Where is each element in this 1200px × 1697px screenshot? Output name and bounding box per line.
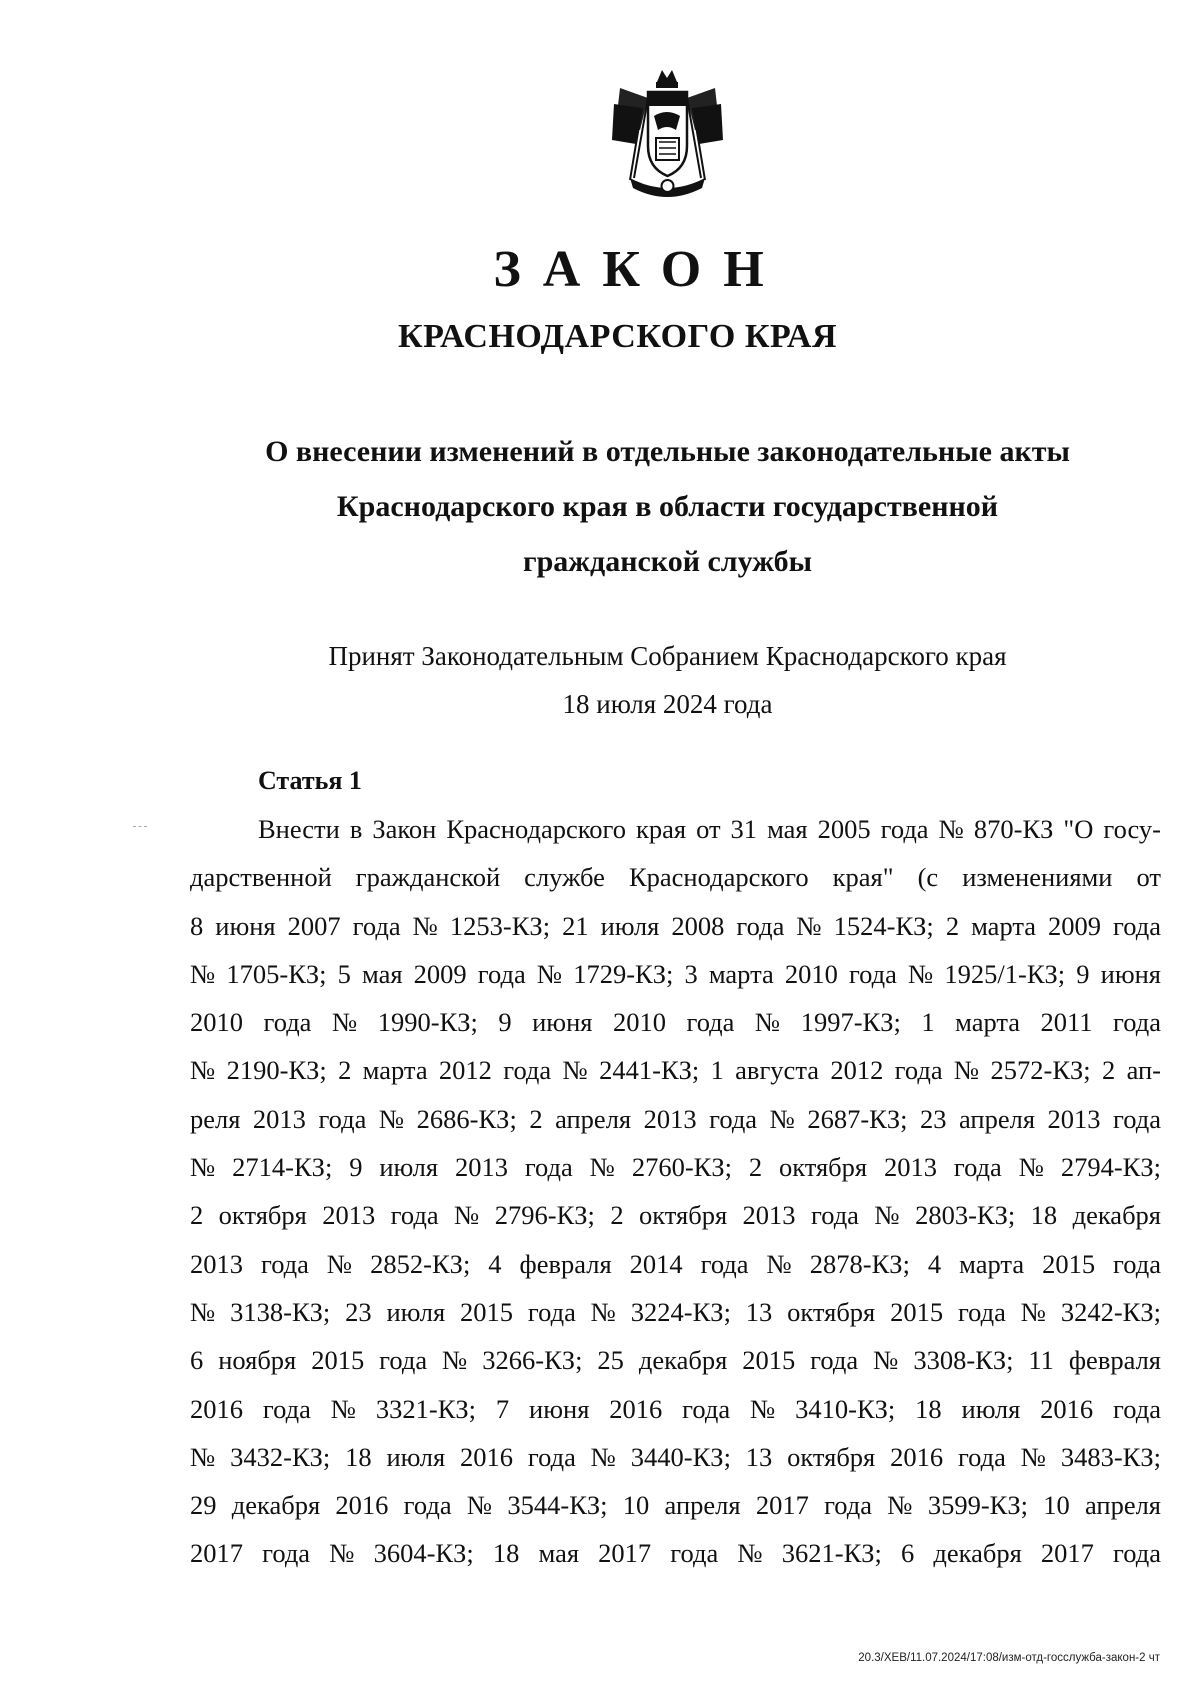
adoption-date: 18 июля 2024 года bbox=[562, 689, 773, 719]
article-body bbox=[190, 805, 1161, 1578]
article-line: 2010 года № 1990-КЗ; 9 июня 2010 года № 1997-КЗ; 1 марта 2011 года bbox=[190, 1007, 1161, 1038]
article-line: № 1705-КЗ; 5 мая 2009 года № 1729-КЗ; 3 марта 2010 года № 1925/1-КЗ; 9 июня bbox=[190, 958, 1161, 989]
region-heading: КРАСНОДАРСКОГО КРАЯ bbox=[397, 318, 838, 355]
article-line: № 3138-КЗ; 23 июля 2015 года № 3224-КЗ; 13 октября 2015 года № 3242-КЗ; bbox=[190, 1296, 1161, 1327]
article-line: 29 декабря 2016 года № 3544-КЗ; 10 апреля 2017 года № 3599-КЗ; 10 апреля bbox=[190, 1490, 1161, 1521]
margin-mark bbox=[133, 826, 147, 827]
article-line: 2 октября 2013 года № 2796-КЗ; 2 октября 2013 года № 2803-КЗ; 18 декабря bbox=[190, 1200, 1161, 1231]
article-line: № 2714-КЗ; 9 июля 2013 года № 2760-КЗ; 2 октября 2013 года № 2794-КЗ; bbox=[190, 1152, 1161, 1183]
adoption-note bbox=[200, 632, 1135, 728]
article-line: Внести в Закон Краснодарского края от 31 мая 2005 года № 870-КЗ "О госу- bbox=[258, 814, 1161, 844]
article-line: 2013 года № 2852-КЗ; 4 февраля 2014 года № 2878-КЗ; 4 марта 2015 года bbox=[190, 1248, 1161, 1279]
article-line: 6 ноября 2015 года № 3266-КЗ; 25 декабря 2015 года № 3308-КЗ; 11 февраля bbox=[190, 1345, 1161, 1376]
coat-of-arms-icon bbox=[610, 68, 725, 203]
law-title bbox=[200, 424, 1135, 589]
law-title-line: Краснодарского края в области государственной bbox=[336, 490, 999, 523]
article-heading: Статья 1 bbox=[258, 766, 362, 795]
article-line: дарственной гражданской службе Краснодарского края" (с изменениями от bbox=[190, 862, 1161, 893]
adoption-line: Принят Законодательным Собранием Краснодарского края bbox=[328, 641, 1007, 671]
article-line: 2016 года № 3321-КЗ; 7 июня 2016 года № 3410-КЗ; 18 июля 2016 года bbox=[190, 1393, 1161, 1424]
article-line: № 2190-КЗ; 2 марта 2012 года № 2441-КЗ; 1 августа 2012 года № 2572-КЗ; 2 ап- bbox=[190, 1055, 1161, 1086]
article-line: 8 июня 2007 года № 1253-КЗ; 21 июля 2008 года № 1524-КЗ; 2 марта 2009 года bbox=[190, 910, 1161, 941]
article-line: 2017 года № 3604-КЗ; 18 мая 2017 года № 3621-КЗ; 6 декабря 2017 года bbox=[190, 1538, 1161, 1569]
article-line: реля 2013 года № 2686-КЗ; 2 апреля 2013 года № 2687-КЗ; 23 апреля 2013 года bbox=[190, 1103, 1161, 1134]
article-line: № 3432-КЗ; 18 июля 2016 года № 3440-КЗ; 13 октября 2016 года № 3483-КЗ; bbox=[190, 1441, 1161, 1472]
document-type-heading: ЗАКОН bbox=[493, 241, 786, 298]
law-title-line: гражданской службы bbox=[522, 545, 813, 578]
law-title-line: О внесении изменений в отдельные законодательные акты bbox=[265, 435, 1070, 468]
footer-file-code: 20.3/ХЕВ/11.07.2024/17:08/изм-отд-госслужба-закон-2 чт bbox=[858, 1652, 1160, 1664]
